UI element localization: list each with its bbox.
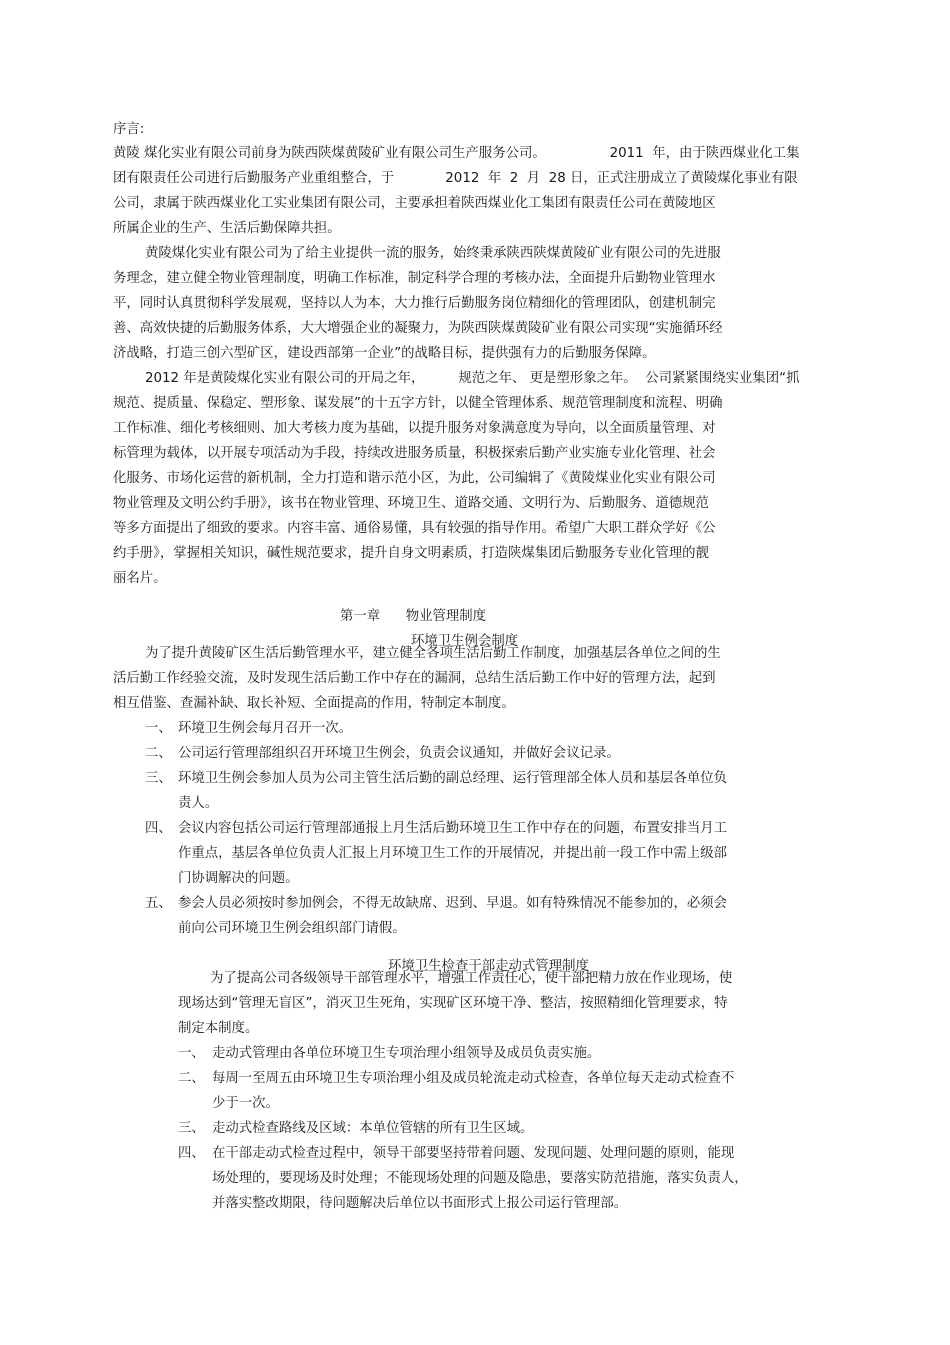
preface-p2-line: 济战略，打造三创六型矿区，建设西部第一企业”的战略目标，提供强有力的后勤服务保障。	[113, 346, 656, 361]
section1-intro-line: 活后勤工作经验交流，及时发现生活后勤工作中存在的漏洞，总结生活后勤工作中好的管理方法，起到	[113, 671, 716, 686]
chapter-title: 第一章 物业管理制度	[340, 609, 487, 625]
section2-item-line: 每周一至周五由环境卫生专项治理小组及成员轮流走动式检查，各单位每天走动式检查不	[212, 1071, 735, 1086]
section1-intro-line: 相互借鉴、查漏补缺、取长补短、全面提高的作用，特制定本制度。	[113, 696, 515, 711]
section2-item-number: 三、	[178, 1121, 205, 1136]
preface-p3-line: 化服务、市场化运营的新机制，全力打造和谐示范小区，为此，公司编辑了《黄陵煤业化实业有限公司	[113, 471, 716, 486]
section2-intro-line: 为了提高公司各级领导干部管理水平，增强工作责任心，使干部把精力放在作业现场，使	[210, 971, 733, 986]
preface-p2-line: 黄陵煤化实业有限公司为了给主业提供一流的服务，始终秉承陕西陕煤黄陵矿业有限公司的先进服	[145, 246, 721, 261]
preface-p3-line: 约手册》，掌握相关知识，碱性规范要求，提升自身文明素质，打造陕煤集团后勤服务专业化管理的靓	[113, 546, 709, 561]
preface-p2-line: 平，同时认真贯彻科学发展观，坚持以人为本，大力推行后勤服务岗位精细化的管理团队，创建机制完	[113, 296, 716, 311]
section2-intro-line: 制定本制度。	[178, 1021, 259, 1036]
section2-item-line: 场处理的，要现场及时处理；不能现场处理的问题及隐患，要落实防范措施，落实负责人，	[212, 1171, 748, 1186]
section1-item-number: 四、	[145, 821, 172, 836]
preface-p1-line: 所属企业的生产、生活后勤保障共担。	[113, 221, 341, 236]
preface-p3-line: 规范、提质量、保稳定、塑形象、谋发展”的十五字方针，以健全管理体系、规范管理制度和流程、明确	[113, 396, 723, 411]
section2-item-line: 走动式检查路线及区域：本单位管辖的所有卫生区域。	[212, 1121, 534, 1136]
section1-intro-line: 为了提升黄陵矿区生活后勤管理水平，建立健全各项生活后勤工作制度，加强基层各单位之间的生	[145, 646, 721, 661]
preface-p3-line: 工作标准、细化考核细则、加大考核力度为基础，以提升服务对象满意度为导向，以全面质量管理、对	[113, 421, 716, 436]
section2-item-number: 四、	[178, 1146, 205, 1161]
section2-item-line: 在干部走动式检查过程中，领导干部要坚持带着问题、发现问题、处理问题的原则，能现	[212, 1146, 735, 1161]
preface-p2-line: 务理念，建立健全物业管理制度，明确工作标准，制定科学合理的考核办法，全面提升后勤物业管理水	[113, 271, 716, 286]
preface-p3-line: 等多方面提出了细致的要求。内容丰富、通俗易懂，具有较强的指导作用。希望广大职工群众学好《公	[113, 521, 716, 536]
section1-item-line: 会议内容包括公司运行管理部通报上月生活后勤环境卫生工作中存在的问题，布置安排当月工	[178, 821, 728, 836]
section1-item-line: 作重点，基层各单位负责人汇报上月环境卫生工作的开展情况，并提出前一段工作中需上级部	[178, 846, 728, 861]
section1-item-number: 一、	[145, 721, 172, 736]
section2-item-line: 少于一次。	[212, 1096, 279, 1111]
section1-item-line: 环境卫生例会每月召开一次。	[178, 721, 353, 736]
section1-title: 环境卫生例会制度	[411, 634, 519, 650]
preface-p3-line: 2012 年是黄陵煤化实业有限公司的开局之年， 规范之年、 更是塑形象之年。 公司紧紧围绕实业集团“抓	[145, 371, 800, 386]
preface-p1-line: 团有限责任公司进行后勤服务产业重组整合，于 2012 年 2 月 28 日，正式注册成立了黄陵煤化事业有限	[113, 171, 798, 186]
preface-p3-line: 丽名片。	[113, 571, 167, 586]
section2-intro-line: 现场达到“管理无盲区”，消灭卫生死角，实现矿区环境干净、整洁，按照精细化管理要求，特	[178, 996, 728, 1011]
section1-item-number: 三、	[145, 771, 172, 786]
section1-item-number: 五、	[145, 896, 172, 911]
section1-item-line: 公司运行管理部组织召开环境卫生例会，负责会议通知，并做好会议记录。	[178, 746, 620, 761]
section1-item-line: 门协调解决的问题。	[178, 871, 299, 886]
preface-p1-line: 公司，隶属于陕西煤业化工实业集团有限公司，主要承担着陕西煤业化工集团有限责任公司在黄陵地区	[113, 196, 716, 211]
preface-p3-line: 标管理为载体，以开展专项活动为手段，持续改进服务质量，积极探索后勤产业实施专业化管理、社会	[113, 446, 716, 461]
section2-item-line: 并落实整改期限，待问题解决后单位以书面形式上报公司运行管理部。	[212, 1196, 628, 1211]
preface-p2-line: 善、高效快捷的后勤服务体系，大大增强企业的凝聚力，为陕西陕煤黄陵矿业有限公司实现“实施循环经	[113, 321, 723, 336]
section1-item-number: 二、	[145, 746, 172, 761]
section1-item-line: 责人。	[178, 796, 219, 811]
section2-item-number: 一、	[178, 1046, 205, 1061]
preface-p3-line: 物业管理及文明公约手册》，该书在物业管理、环境卫生、道路交通、文明行为、后勤服务、道德规范	[113, 496, 709, 511]
section1-item-line: 前向公司环境卫生例会组织部门请假。	[178, 921, 406, 936]
section2-item-line: 走动式管理由各单位环境卫生专项治理小组领导及成员负责实施。	[212, 1046, 601, 1061]
section1-item-line: 参会人员必须按时参加例会，不得无故缺席、迟到、早退。如有特殊情况不能参加的，必须会	[178, 896, 728, 911]
section2-title: 环境卫生检查干部走动式管理制度	[388, 959, 589, 975]
section2-item-number: 二、	[178, 1071, 205, 1086]
preface-heading: 序言:	[113, 122, 145, 137]
preface-p1-line: 黄陵 煤化实业有限公司前身为陕西陕煤黄陵矿业有限公司生产服务公司。 2011 年，由于陕西煤业化工集	[113, 146, 800, 161]
section1-item-line: 环境卫生例会参加人员为公司主管生活后勤的副总经理、运行管理部全体人员和基层各单位负	[178, 771, 728, 786]
